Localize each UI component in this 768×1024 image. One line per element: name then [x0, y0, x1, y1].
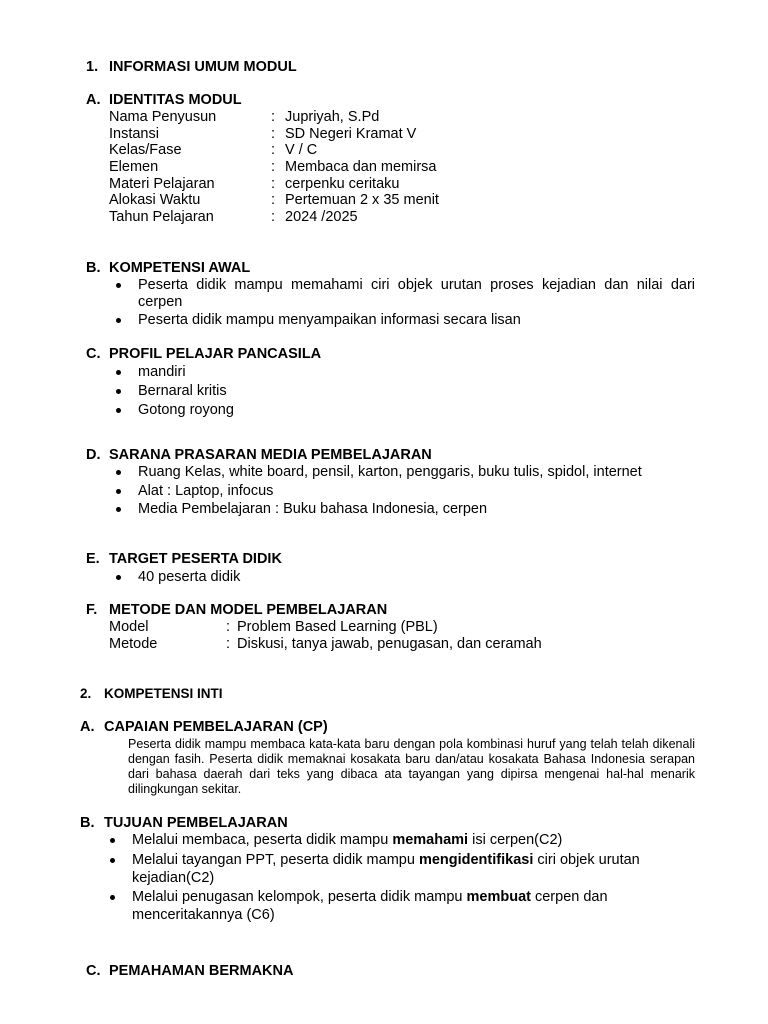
list-item: Bernaral kritis [138, 383, 227, 399]
section-f-letter: F. [86, 602, 98, 618]
section-2c-letter: C. [86, 963, 101, 979]
identity-value: SD Negeri Kramat V [285, 126, 417, 142]
method-label: Metode [109, 636, 158, 652]
list-item: Alat : Laptop, infocus [138, 483, 274, 499]
objective-text: isi cerpen(C2) [468, 832, 563, 848]
identity-colon: : [271, 126, 276, 142]
method-value: Problem Based Learning (PBL) [237, 619, 438, 635]
objective-text: cerpen dan menceritakannya (C6) [132, 889, 608, 923]
identity-value: cerpenku ceritaku [285, 176, 400, 192]
identity-colon: : [271, 209, 276, 225]
identity-label: Materi Pelajaran [109, 176, 215, 192]
identity-label: Nama Penyusun [109, 109, 217, 125]
identity-colon: : [271, 142, 276, 158]
list-item: Peserta didik mampu menyampaikan informasi secara lisan [138, 312, 521, 328]
bullet [116, 489, 121, 494]
section-2b-title: TUJUAN PEMBELAJARAN [104, 815, 288, 831]
section-a-title: IDENTITAS MODUL [109, 92, 242, 108]
list-item: Media Pembelajaran : Buku bahasa Indonesia, cerpen [138, 501, 488, 517]
bullet [116, 370, 121, 375]
section-b-title: KOMPETENSI AWAL [109, 260, 251, 276]
method-value: Diskusi, tanya jawab, penugasan, dan ceramah [237, 636, 542, 652]
section-b-letter: B. [86, 260, 101, 276]
section-c-letter: C. [86, 346, 101, 362]
objective-item [132, 889, 652, 924]
section-2-number: 2. [80, 686, 92, 701]
identity-colon: : [271, 192, 276, 208]
section-2b-letter: B. [80, 815, 95, 831]
bullet [116, 507, 121, 512]
objective-keyword: membuat [466, 889, 531, 905]
objective-keyword: mengidentifikasi [418, 852, 534, 868]
identity-colon: : [271, 109, 276, 125]
method-label: Model [109, 619, 149, 635]
method-colon: : [226, 619, 231, 635]
bullet [116, 470, 121, 475]
bullet [116, 408, 121, 413]
objective-item [132, 832, 562, 849]
bullet [110, 858, 115, 863]
objective-text: Melalui tayangan PPT, peserta didik mampu [132, 852, 419, 868]
objective-item [132, 852, 684, 887]
identity-value: V / C [285, 142, 318, 158]
list-item: Ruang Kelas, white board, pensil, karton, penggaris, buku tulis, spidol, internet [138, 464, 642, 480]
objective-text: ciri objek urutan kejadian(C2) [132, 852, 640, 886]
objective-text: Melalui penugasan kelompok, peserta didik mampu [132, 889, 467, 905]
bullet [116, 318, 121, 323]
identity-label: Alokasi Waktu [109, 192, 201, 208]
section-1-title: INFORMASI UMUM MODUL [109, 59, 297, 75]
section-c-title: PROFIL PELAJAR PANCASILA [109, 346, 322, 362]
objective-text: Melalui membaca, peserta didik mampu [132, 832, 393, 848]
identity-value: 2024 /2025 [285, 209, 358, 225]
bullet [110, 895, 115, 900]
section-1-number: 1. [86, 59, 99, 75]
identity-label: Elemen [109, 159, 159, 175]
list-item: mandiri [138, 364, 186, 380]
bullet [116, 389, 121, 394]
identity-value: Jupriyah, S.Pd [285, 109, 380, 125]
section-d-letter: D. [86, 447, 101, 463]
section-2a-title: CAPAIAN PEMBELAJARAN (CP) [104, 719, 328, 735]
identity-value: Membaca dan memirsa [285, 159, 437, 175]
identity-label: Instansi [109, 126, 159, 142]
section-d-title: SARANA PRASARAN MEDIA PEMBELAJARAN [109, 447, 432, 463]
identity-colon: : [271, 159, 276, 175]
method-colon: : [226, 636, 231, 652]
objective-keyword: memahami [392, 832, 469, 848]
identity-colon: : [271, 176, 276, 192]
cp-paragraph: Peserta didik mampu membaca kata-kata baru dengan pola kombinasi huruf yang telah telah dikenali dengan fasih. Peserta didik memaknai kosakata baru dan/atau kosakata Bahasa Indonesia serapan dari bahasa daerah dari teks yang dibaca ata tayangan yang dipirsa mengenai hal-hal menarik dilingkungan sekitar. [128, 737, 695, 796]
bullet [110, 838, 115, 843]
bullet [116, 283, 121, 288]
section-e-title: TARGET PESERTA DIDIK [109, 551, 282, 567]
section-e-letter: E. [86, 551, 100, 567]
list-item: Gotong royong [138, 402, 234, 418]
identity-label: Kelas/Fase [109, 142, 182, 158]
section-f-title: METODE DAN MODEL PEMBELAJARAN [109, 602, 388, 618]
section-a-letter: A. [86, 92, 101, 108]
list-item: Peserta didik mampu memahami ciri objek urutan proses kejadian dan nilai dari cerpen [138, 277, 695, 310]
bullet [116, 575, 121, 580]
list-item: 40 peserta didik [138, 569, 241, 585]
section-2c-title: PEMAHAMAN BERMAKNA [109, 963, 294, 979]
section-2a-letter: A. [80, 719, 95, 735]
identity-label: Tahun Pelajaran [109, 209, 214, 225]
identity-value: Pertemuan 2 x 35 menit [285, 192, 439, 208]
section-2-title: KOMPETENSI INTI [104, 686, 223, 701]
